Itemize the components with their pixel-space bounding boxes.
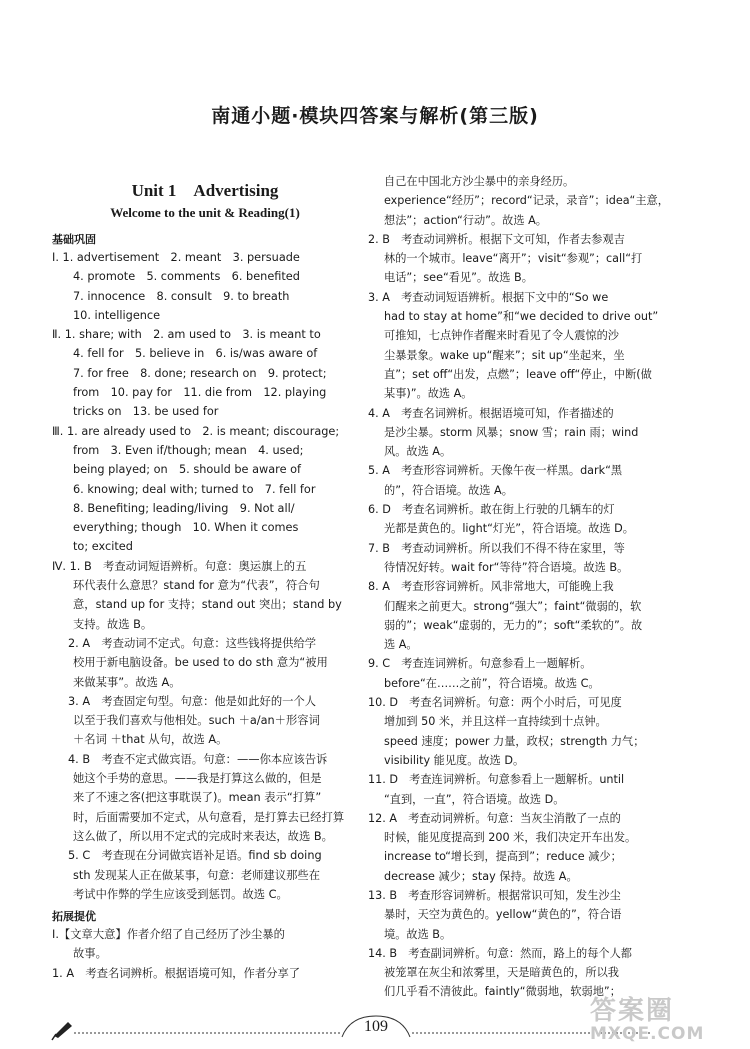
text-line: 境。故选 B。 bbox=[384, 927, 452, 941]
text-line: 环代表什么意思？stand for 意为“代表”，符合句 bbox=[73, 579, 320, 593]
text-line: 来做某事”。故选 A。 bbox=[73, 675, 181, 689]
section-heading-basic: 基础巩固 bbox=[52, 233, 96, 246]
answer-block-right bbox=[368, 172, 690, 1002]
text-line: 14. B 考查副词辨析。句意：然而，路上的每个人都 bbox=[368, 946, 632, 960]
text-line: 9. C 考查连词辨析。句意参看上一题解析。 bbox=[368, 657, 592, 671]
text-line: 直”；set off“出发，点燃”；leave off“停止，中断(做 bbox=[384, 367, 652, 381]
text-line: “直到，一直”，符合语境。故选 D。 bbox=[384, 792, 565, 806]
text-line: 她这个手势的意思。——我是打算这么做的，但是 bbox=[73, 772, 322, 786]
text-line: 尘暴景象。wake up“醒来”；sit up“坐起来，坐 bbox=[384, 348, 625, 362]
text-line: 5. A 考查形容词辨析。天像午夜一样黑。dark“黑 bbox=[368, 464, 623, 478]
text-line: 3. A 考查动词短语辨析。根据下文中的“So we bbox=[368, 290, 609, 304]
text-line: 被笼罩在灰尘和浓雾里，天是暗黄色的，所以我 bbox=[384, 966, 619, 980]
answer-block-extend bbox=[52, 925, 358, 983]
text-line: 支持。故选 B。 bbox=[73, 617, 153, 631]
text-line: speed 速度；power 力量，政权；strength 力气； bbox=[384, 734, 645, 748]
text-line: Ⅲ. 1. are already used to 2. is meant; discourage; bbox=[52, 424, 340, 438]
section-heading-extend: 拓展提优 bbox=[52, 910, 96, 924]
text-line: 5. C 考查现在分词做宾语补足语。find sb doing bbox=[68, 849, 322, 863]
text-line: 待情况好转。wait for“等待”符合语境。故选 B。 bbox=[384, 560, 629, 574]
text-line: Ⅱ. 1. share; with 2. am used to 3. is meant to bbox=[52, 328, 321, 342]
text-line: 4. promote 5. comments 6. benefited bbox=[73, 270, 300, 284]
text-line: 电话”；see“看见”。故选 B。 bbox=[384, 271, 533, 285]
text-line: 6. knowing; deal with; turned to 7. fell for bbox=[73, 482, 316, 496]
text-line: 可推知，七点钟作者醒来时看见了令人震惊的沙 bbox=[384, 329, 619, 343]
text-line: 是沙尘暴。storm 风暴；snow 雪；rain 雨；wind bbox=[384, 425, 639, 439]
text-line: 时，后面需要加不定式，从句意看，是打算去已经打算 bbox=[73, 810, 345, 824]
text-line: 7. for free 8. done; research on 9. protect; bbox=[73, 366, 327, 380]
lesson-title: Welcome to the unit & Reading(1) bbox=[110, 205, 300, 220]
text-line: from 10. pay for 11. die from 12. playing bbox=[73, 386, 327, 400]
text-line: being played; on 5. should be aware of bbox=[73, 463, 301, 477]
text-line: 11. D 考查连词辨析。句意参看上一题解析。until bbox=[368, 773, 625, 787]
text-line: 7. B 考查动词辨析。所以我们不得不待在家里，等 bbox=[368, 541, 625, 555]
text-line: 光都是黄色的。light“灯光”，符合语境。故选 D。 bbox=[384, 522, 634, 536]
text-line: everything; though 10. When it comes bbox=[73, 521, 299, 535]
text-line: 4. B 考查不定式做宾语。句意：——你本应该告诉 bbox=[68, 752, 328, 766]
text-line: ＋名词 ＋that 从句，故选 A。 bbox=[73, 733, 228, 747]
text-line: 增加到 50 米，并且这样一直持续到十点钟。 bbox=[384, 715, 607, 729]
text-line: 的”，符合语境。故选 A。 bbox=[384, 483, 513, 497]
text-line: 13. B 考查形容词辨析。根据常识可知，发生沙尘 bbox=[368, 888, 621, 902]
pen-icon bbox=[52, 1022, 72, 1040]
text-line: 弱的”；weak“虚弱的，无力的”；soft“柔软的”。故 bbox=[384, 618, 643, 632]
text-line: before“在……之前”，符合语境。故选 C。 bbox=[384, 676, 600, 690]
text-line: 某事)”。故选 A。 bbox=[384, 387, 473, 401]
text-line: decrease 减少；stay 保持。故选 A。 bbox=[384, 869, 578, 883]
text-line: from 3. Even if/though; mean 4. used; bbox=[73, 443, 304, 457]
text-line: 林的一个城市。leave“离开”；visit“参观”；call“打 bbox=[384, 252, 643, 266]
text-line: Ⅳ. 1. B 考查动词短语辨析。句意：奥运旗上的五 bbox=[52, 559, 307, 573]
text-line: Ⅰ.【文章大意】作者介绍了自己经历了沙尘暴的 bbox=[52, 928, 285, 942]
text-line: 7. innocence 8. consult 9. to breath bbox=[73, 289, 290, 303]
page-title: 南通小题·模块四答案与解析(第三版) bbox=[211, 105, 539, 127]
text-line: tricks on 13. be used for bbox=[73, 405, 219, 419]
text-line: Ⅰ. 1. advertisement 2. meant 3. persuade bbox=[52, 251, 300, 264]
left-column bbox=[52, 170, 358, 983]
text-line: 10. intelligence bbox=[73, 308, 161, 322]
text-line: visibility 能见度。故选 D。 bbox=[384, 753, 525, 767]
text-line: to; excited bbox=[73, 540, 133, 554]
text-line: 2. A 考查动词不定式。句意：这些钱将提供给学 bbox=[68, 636, 317, 650]
text-line: 校用于新电脑设备。be used to do sth 意为“被用 bbox=[73, 656, 328, 670]
text-line: 4. A 考查名词辨析。根据语境可知，作者描述的 bbox=[368, 406, 614, 420]
text-line: 2. B 考查动词辨析。根据下文可知，作者去参观吉 bbox=[368, 232, 625, 246]
text-line: 时候，能见度提高到 200 米，我们决定开车出发。 bbox=[384, 831, 637, 845]
unit-title: Unit 1 Advertising bbox=[131, 181, 279, 200]
text-line: 3. A 考查固定句型。句意：他是如此好的一个人 bbox=[68, 694, 317, 708]
watermark-logo-text: 答案圈 bbox=[590, 996, 675, 1026]
text-line: 风。故选 A。 bbox=[384, 445, 452, 459]
text-line: 考试中作弊的学生应该受到惩罚。故选 C。 bbox=[73, 887, 288, 901]
text-line: increase to“增长到，提高到”；reduce 减少； bbox=[384, 850, 622, 864]
text-line: experience“经历”；record“记录，录音”；idea“主意， bbox=[384, 194, 669, 208]
text-line: 自己在中国北方沙尘暴中的亲身经历。 bbox=[384, 175, 575, 188]
text-line: 故事。 bbox=[73, 947, 107, 961]
watermark bbox=[590, 998, 740, 1044]
text-line: 来了不速之客(把这事耽误了)。mean 表示“打算” bbox=[73, 791, 322, 805]
answer-block-basic bbox=[52, 248, 358, 904]
text-line: 8. Benefiting; leading/living 9. Not all/ bbox=[73, 501, 295, 515]
page-number: 109 bbox=[364, 1018, 388, 1035]
text-line: had to stay at home”和“we decided to drive out” bbox=[384, 310, 659, 324]
text-line: 想法”；action“行动”。故选 A。 bbox=[384, 213, 547, 227]
text-line: 6. D 考查名词辨析。敢在街上行驶的几辆车的灯 bbox=[368, 503, 615, 517]
text-line: 1. A 考查名词辨析。根据语境可知，作者分享了 bbox=[52, 966, 301, 980]
text-line: 以至于我们喜欢与他相处。such ＋a/an＋形容词 bbox=[73, 714, 320, 728]
text-line: 意，stand up for 支持；stand out 突出；stand by bbox=[73, 598, 342, 612]
text-line: 们醒来之前更大。strong“强大”；faint“微弱的，软 bbox=[384, 599, 642, 613]
text-line: 这么做了，所以用不定式的完成时来表达，故选 B。 bbox=[73, 829, 333, 843]
text-line: 10. D 考查名词辨析。句意：两个小时后，可见度 bbox=[368, 696, 622, 710]
text-line: 8. A 考查形容词辨析。风非常地大，可能晚上我 bbox=[368, 580, 614, 594]
right-column bbox=[368, 172, 690, 1002]
text-line: 选 A。 bbox=[384, 638, 418, 652]
text-line: 12. A 考查动词辨析。句意：当灰尘消散了一点的 bbox=[368, 811, 621, 825]
watermark-url: MXQE.COM bbox=[590, 1024, 705, 1044]
text-line: 们几乎看不清彼此。faintly“微弱地，软弱地”； bbox=[384, 985, 621, 999]
text-line: sth 发现某人正在做某事，句意：老师建议那些在 bbox=[73, 868, 321, 882]
text-line: 4. fell for 5. believe in 6. is/was aware of bbox=[73, 347, 318, 361]
text-line: 暴时，天空为黄色的。yellow“黄色的”，符合语 bbox=[384, 908, 622, 922]
